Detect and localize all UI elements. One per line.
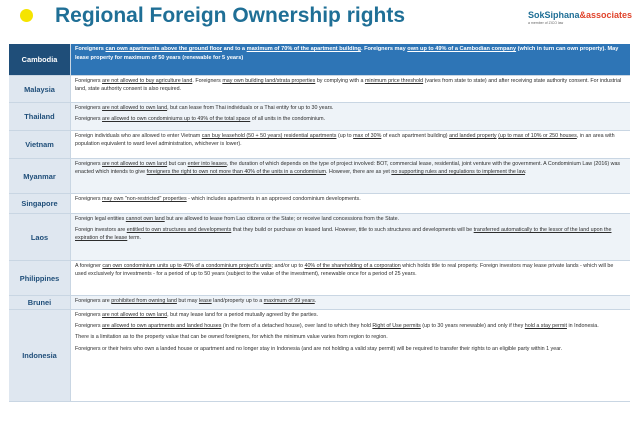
rights-text: Foreigners [75,161,103,167]
rights-text: land/property up to a [211,298,264,304]
highlighted-term: 40% of the shareholding of a corporation [304,263,401,269]
rights-text: Foreigners [75,323,103,330]
rights-text: in Indonesia. [566,323,599,330]
rights-text: There is a limitation as to the property value that can be owned foreigners, for which the minimum value varies from region to region. [75,334,388,341]
rights-text: by complying with a [315,78,365,84]
country-cell: Malaysia [9,76,71,102]
rights-text: Foreign investors are [75,227,127,234]
rights-paragraph [75,45,626,62]
highlighted-term: can buy leasehold (50 + 50 years) residential apartments [201,133,337,139]
rights-text: of all units in the condominium. [250,116,326,123]
highlighted-term: cannot own land [125,216,165,222]
table-row-malaysia [9,76,630,103]
table-row-indonesia [9,310,630,402]
rights-text: , the duration of which depends on the type of project involved: BOT, commercial lease, residential, joint venture with the government. A Condominium Law (2016) was enacted which intends to give [75,161,621,176]
highlighted-term: minimum price threshold [364,78,424,84]
rights-text: (in the form of a detached house), over land to which they hold [221,323,373,330]
rights-paragraph [75,132,626,148]
rights-text: and to a [222,46,247,52]
table-row-myanmar [9,159,630,194]
rights-text: . Foreigners may [360,46,408,52]
rights-text: . [525,169,527,176]
rights-text: Foreign individuals who are allowed to enter Vietnam [75,133,202,139]
rights-text: A foreigner [75,263,103,269]
rights-text: Foreigners [75,116,103,123]
highlighted-term: can own apartments above the ground floor [105,46,223,52]
rights-text: . However, there are as yet [326,169,392,176]
table-row-thailand [9,103,630,131]
highlighted-term: may own "non-restricted" properties [102,196,187,202]
highlighted-term: transferred automatically to the lessor of the land upon the expiration of the lease [75,227,612,242]
ownership-table [9,44,630,402]
rights-text: that they build or purchase on leased land. However, title to such structures and developments will be [231,227,474,234]
rights-paragraph [75,77,626,93]
rights-cell [71,76,630,102]
highlighted-term: foreigners the right to own not more than 40% of the units in a condominium [146,169,327,176]
highlighted-term: may own building land/strata properties [222,78,316,84]
title-bullet-icon [20,9,33,22]
highlighted-term: are allowed to own apartments and landed houses [102,323,222,330]
table-row-singapore [9,194,630,214]
highlighted-term: no supporting rules and regulations to implement the law [391,169,526,176]
country-cell: Indonesia [9,310,71,401]
rights-paragraph [75,322,626,330]
highlighted-term: lease [198,298,212,304]
highlighted-term: and landed property [449,133,497,139]
rights-paragraph [75,104,626,112]
rights-text: of each apartment building) [381,133,450,139]
table-row-laos [9,214,630,261]
rights-text: Foreigners [75,312,103,318]
rights-paragraph [75,297,626,305]
highlighted-term: maximum of 99 years [263,298,315,304]
country-cell: Cambodia [9,44,71,75]
country-cell: Vietnam [9,131,71,158]
highlighted-term: are not allowed to own land [102,312,168,318]
rights-text: , but may lease land for a period mutually agreed by the parties. [167,312,318,318]
logo-tagline: a member of ZICO law [528,21,564,25]
rights-text: (varies from state to state) and after receiving state authority consent. For industrial land, state authority consent is also required. [75,78,622,93]
rights-text: . [314,298,317,304]
rights-paragraph [75,195,626,203]
rights-cell [71,194,630,213]
highlighted-term: Right of Use permits [372,323,421,330]
table-row-brunei [9,296,630,310]
rights-paragraph [75,226,626,242]
rights-text: , but can lease from Thai individuals or a Thai entity for up to 30 years. [167,105,334,111]
rights-text: Foreigners [75,46,106,52]
rights-text: Foreigners or their heirs who own a landed house or apartment and no longer stay in Indonesia (and are not holding a valid stay permit) will be required to transfer their rights to an eligible party within 1 year. [75,345,563,352]
highlighted-term: entitled to own structures and developments [126,227,232,234]
highlighted-term: enter into leases [187,161,227,167]
rights-cell [71,310,630,401]
highlighted-term: are not allowed to own land [102,161,168,167]
rights-paragraph [75,115,626,123]
highlighted-term: (up to max of 10% or 250 houses [498,133,577,139]
slide-header [0,0,640,40]
country-cell: Singapore [9,194,71,213]
highlighted-term: are allowed to own condominiums up to 49% of the total space [102,116,251,123]
rights-text: Foreigners [75,196,103,202]
rights-text: (up to 30 years renewable) and only if they [420,323,525,330]
highlighted-term: max of 30% [353,133,382,139]
rights-text: term. [127,235,141,242]
country-cell: Myanmar [9,159,71,193]
rights-text: but can [167,161,188,167]
rights-text: Foreign legal entities [75,216,126,222]
rights-paragraph [75,215,626,223]
rights-cell [71,131,630,158]
rights-cell [71,296,630,309]
highlighted-term: can own condominium units up to 40% of a condominium project's units [102,263,272,269]
rights-text: . Foreigners [192,78,223,84]
rights-cell [71,44,630,75]
page-title: Regional Foreign Ownership rights [55,4,406,27]
rights-text: (which in turn can own property). May lease property for maximum of 50 years (renewable for 5 years) [75,46,619,61]
rights-paragraph [75,160,626,176]
highlighted-term: maximum of 70% of the apartment building [246,46,361,52]
country-cell: Thailand [9,103,71,130]
logo-wordmark-secondary: &associates [579,10,633,20]
highlighted-term: hold a stay permit [524,323,567,330]
logo-wordmark-primary: SokSiphana [528,10,580,20]
logo-wordmark [528,10,636,20]
rights-cell [71,103,630,130]
rights-text: (up to [336,133,354,139]
highlighted-term: are not allowed to buy agriculture land [102,78,193,84]
rights-text: Foreigners are [75,298,112,304]
rights-text: - which includes apartments in an approved condominium developments. [186,196,361,202]
rights-text: but may [176,298,199,304]
table-row-vietnam [9,131,630,159]
highlighted-term: own up to 49% of a Cambodian company [407,46,517,52]
highlighted-term: prohibited from owning land [111,298,177,304]
rights-text: ; and/or up to [271,263,305,269]
rights-cell [71,261,630,295]
country-cell: Laos [9,214,71,260]
highlighted-term: are not allowed to own land [102,105,168,111]
rights-cell [71,159,630,193]
rights-paragraph [75,333,626,341]
table-row-cambodia [9,44,630,76]
country-cell: Brunei [9,296,71,309]
table-row-philippines [9,261,630,296]
rights-text: Foreigners [75,105,103,111]
country-cell: Philippines [9,261,71,295]
rights-text: but are allowed to lease from Lao citizens or the State; or receive land concessions from the State. [164,216,400,222]
rights-text: , in an area with population equivalent to ward level administration, whichever is lower). [75,133,615,148]
rights-paragraph [75,311,626,319]
rights-text: Foreigners [75,78,103,84]
firm-logo [528,10,636,32]
rights-paragraph [75,262,626,278]
rights-paragraph [75,345,626,353]
rights-cell [71,214,630,260]
rights-text: which holds title to real property. Foreign investors may lease private lands - which will be used exclusively for investments - for a period of up to 50 years (subject to the value of the investment), renewable once for a period of 25 years. [75,263,614,278]
